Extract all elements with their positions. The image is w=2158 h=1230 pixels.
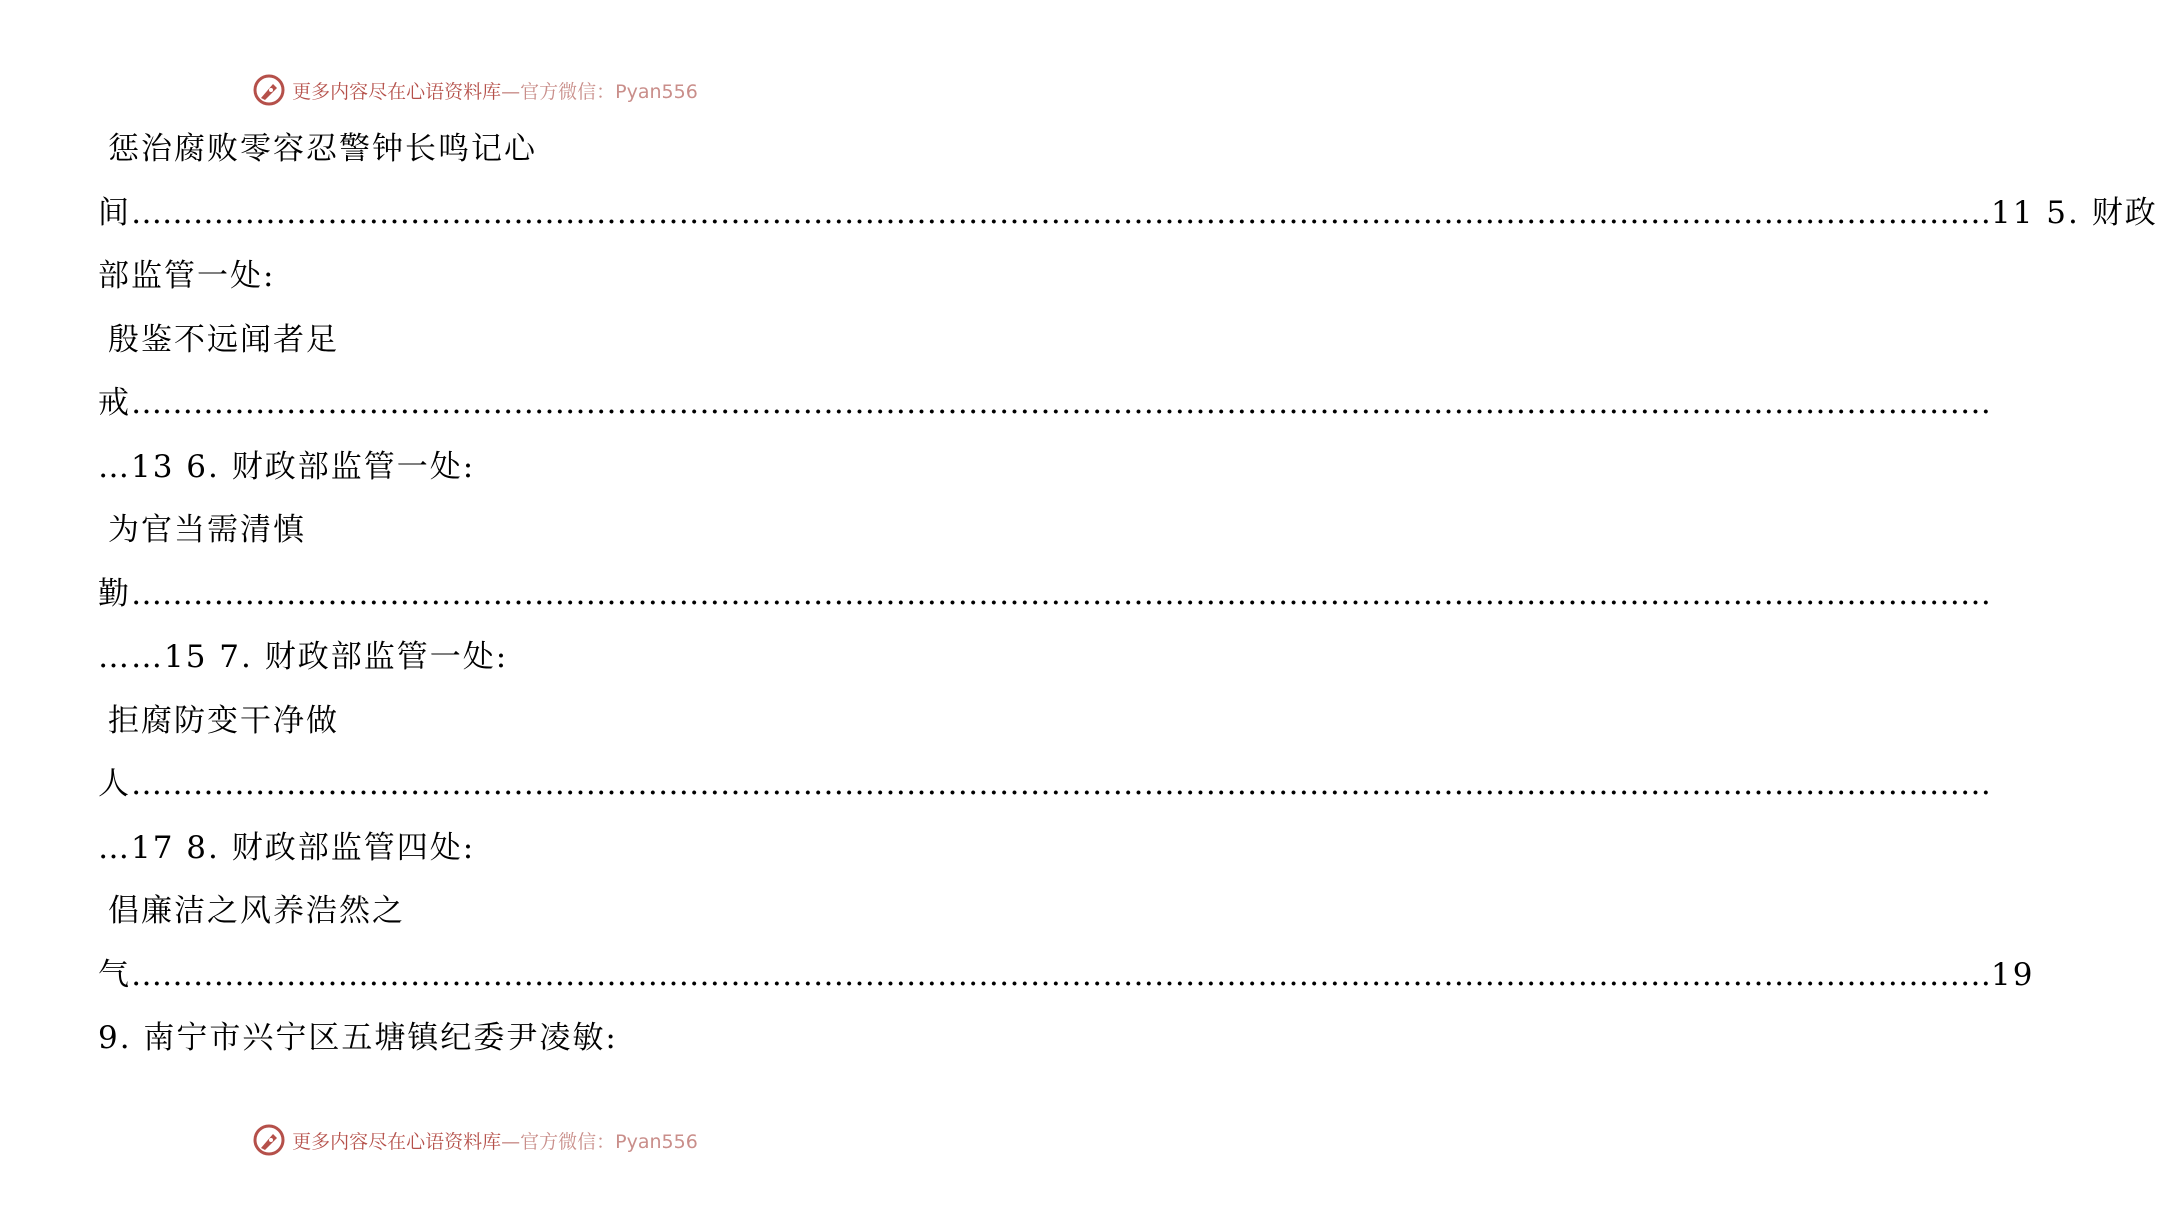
toc-line: 部监管一处:: [98, 258, 276, 294]
dot-leader: ………………………………………………………………………………………………………………………………………………………………: [131, 385, 1991, 421]
watermark-text: 更多内容尽在心语资料库—官方微信：Pyan556: [292, 1130, 698, 1153]
watermark-text: 更多内容尽在心语资料库—官方微信：Pyan556: [292, 80, 698, 103]
dot-leader: ………………………………………………………………………………………………………………………………………………………………: [131, 194, 1991, 231]
toc-line: ……15 7. 财政部监管一处:: [98, 639, 509, 675]
pen-nib-circle-icon: [252, 73, 286, 107]
toc-leader-line: 人 ………………………………………………………………………………………………………………………………………………………………: [98, 753, 848, 817]
dot-leader: ………………………………………………………………………………………………………………………………………………………………: [131, 766, 1991, 802]
toc-leader-line: 间 ……………………………………………………………………………………………………………………………………………………………… 11 5. 财政: [98, 182, 848, 246]
toc-leader-line: 气 ……………………………………………………………………………………………………………………………………………………………… 19: [98, 944, 848, 1008]
toc-body: [98, 118, 2158, 1071]
pen-nib-circle-icon: [252, 1123, 286, 1157]
dot-leader: ………………………………………………………………………………………………………………………………………………………………: [131, 575, 1991, 612]
toc-line: 殷鉴不远闻者足: [108, 321, 339, 358]
toc-line: …13 6. 财政部监管一处:: [98, 448, 476, 485]
toc-line: 倡廉洁之风养浩然之: [108, 893, 405, 929]
toc-line: 9. 南宁市兴宁区五塘镇纪委尹凌敏:: [98, 1020, 618, 1056]
footer-watermark: [0, 1120, 950, 1160]
toc-leader-line: 戒 ………………………………………………………………………………………………………………………………………………………………: [98, 372, 848, 436]
toc-line: …17 8. 财政部监管四处:: [98, 829, 476, 866]
dot-leader: ………………………………………………………………………………………………………………………………………………………………: [131, 956, 1991, 993]
toc-line: 惩治腐败零容忍警钟长鸣记心: [108, 131, 537, 167]
toc-leader-line: 勤 ………………………………………………………………………………………………………………………………………………………………: [98, 563, 848, 627]
header-watermark: [0, 70, 950, 110]
toc-line: 拒腐防变干净做: [108, 702, 339, 739]
toc-line: 为官当需清慎: [108, 512, 306, 548]
